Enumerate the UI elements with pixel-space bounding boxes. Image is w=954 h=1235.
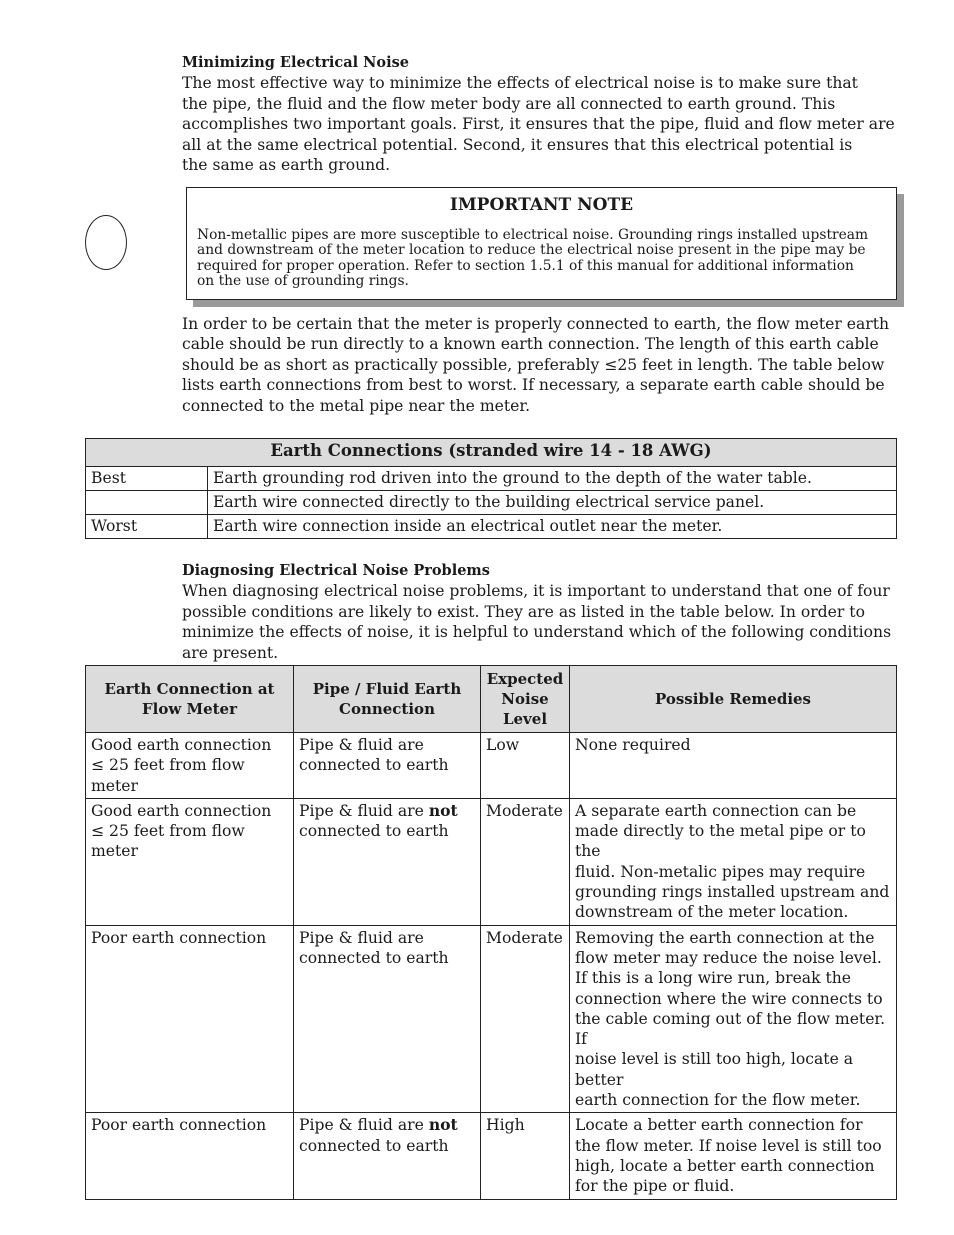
cell-line: fluid. Non-metalic pipes may require xyxy=(575,862,866,881)
table-header-row xyxy=(86,666,897,733)
cell-line: Poor earth connection xyxy=(91,928,267,947)
section-diagnosing-noise xyxy=(182,561,902,663)
noise-cell: High xyxy=(481,1113,570,1199)
cell-line: Removing the earth connection at the xyxy=(575,928,875,947)
table-row xyxy=(86,1113,897,1199)
table-row xyxy=(86,733,897,799)
paragraph-line: the same as earth ground. xyxy=(182,156,391,175)
cell-line: connected to earth xyxy=(299,822,449,841)
cell-line: If this is a long wire run, break the xyxy=(575,969,852,988)
pipe-cell xyxy=(294,1113,481,1199)
cell-line: connected to earth xyxy=(299,1136,449,1155)
cell-line: A separate earth connection can be xyxy=(575,801,857,820)
header-line: Expected xyxy=(486,670,564,688)
table-header: Earth Connections (stranded wire 14 - 18 AWG) xyxy=(86,439,897,467)
header-earth-connection xyxy=(86,666,294,733)
section-heading: Diagnosing Electrical Noise Problems xyxy=(182,562,490,579)
pipe-emphasis: not xyxy=(428,800,458,820)
section-minimizing-noise xyxy=(182,53,902,175)
noise-diagnosis-table xyxy=(85,665,897,1200)
table-row xyxy=(86,491,897,515)
cell-line xyxy=(299,801,475,821)
remedy-cell xyxy=(570,925,897,1113)
paragraph-line: In order to be certain that the meter is properly connected to earth, the flow meter earth xyxy=(182,315,890,333)
cell-line: the flow meter. If noise level is still too xyxy=(575,1136,882,1155)
cell-line: Good earth connection xyxy=(91,801,272,820)
header-line: Pipe / Fluid Earth xyxy=(312,680,462,698)
cell-line: the cable coming out of the flow meter. If xyxy=(575,1009,886,1049)
cell-line: made directly to the metal pipe or to the xyxy=(575,822,866,861)
cell-line: high, locate a better earth connection xyxy=(575,1156,875,1175)
table-row xyxy=(86,925,897,1113)
cell-line: connected to earth xyxy=(299,756,449,775)
cell-line: flow meter may reduce the noise level. xyxy=(575,948,882,967)
earth-cell xyxy=(86,798,294,925)
paragraph-line: are present. xyxy=(182,643,279,662)
header-noise-level xyxy=(481,666,570,733)
paragraph-line: When diagnosing electrical noise problems, it is important to understand that one of four xyxy=(182,582,890,601)
header-pipe-fluid xyxy=(294,666,481,733)
cell-line: Pipe & fluid are xyxy=(299,928,424,947)
section-paragraph xyxy=(182,73,902,175)
earth-cell xyxy=(86,1113,294,1199)
header-remedies: Possible Remedies xyxy=(570,666,897,733)
cell-line: connected to earth xyxy=(299,948,449,967)
note-line: required for proper operation. Refer to section 1.5.1 of this manual for additional information xyxy=(197,257,854,274)
pipe-cell xyxy=(294,733,481,799)
header-line: Level xyxy=(502,710,548,728)
connection-cell: Earth wire connected directly to the building electrical service panel. xyxy=(208,491,897,515)
paragraph-line: possible conditions are likely to exist. They are as listed in the table below. In order to xyxy=(182,602,865,621)
note-line: on the use of grounding rings. xyxy=(197,273,409,290)
paragraph-line: accomplishes two important goals. First, it ensures that the pipe, fluid and flow meter are xyxy=(182,115,895,134)
earth-cell xyxy=(86,733,294,799)
cell-line: Pipe & fluid are xyxy=(299,736,424,754)
pipe-text: Pipe & fluid are xyxy=(299,801,424,820)
table-header-row xyxy=(86,439,897,467)
cell-line: Good earth connection xyxy=(91,736,272,754)
important-note-box xyxy=(186,187,897,300)
earth-connections-table xyxy=(85,438,897,539)
noise-cell: Moderate xyxy=(481,925,570,1113)
paragraph-line: all at the same electrical potential. Second, it ensures that this electrical potential is xyxy=(182,135,853,154)
pipe-cell xyxy=(294,925,481,1113)
section-earth-connection-intro xyxy=(182,314,902,416)
cell-line: earth connection for the flow meter. xyxy=(575,1091,861,1110)
header-line: Noise xyxy=(501,690,549,708)
header-line: Connection xyxy=(339,700,435,718)
table-row xyxy=(86,798,897,925)
pipe-emphasis: not xyxy=(428,1115,458,1135)
pipe-cell xyxy=(294,798,481,925)
paragraph-line: lists earth connections from best to worst. If necessary, a separate earth cable should be xyxy=(182,376,885,395)
cell-line: None required xyxy=(575,736,691,754)
paragraph-line: minimize the effects of noise, it is helpful to understand which of the following conditions xyxy=(182,623,892,642)
paragraph-line: connected to the metal pipe near the meter. xyxy=(182,396,531,415)
paragraph-line: should be as short as practically possible, preferably ≤25 feet in length. The table below xyxy=(182,355,885,374)
rank-cell: Worst xyxy=(86,515,208,539)
section-heading: Minimizing Electrical Noise xyxy=(182,54,409,71)
remedy-cell xyxy=(570,1113,897,1199)
cell-line: downstream of the meter location. xyxy=(575,903,849,922)
cell-line: for the pipe or fluid. xyxy=(575,1177,735,1196)
pipe-text: Pipe & fluid are xyxy=(299,1116,424,1135)
cell-line: Locate a better earth connection for xyxy=(575,1116,863,1135)
paragraph-line: The most effective way to minimize the effects of electrical noise is to make sure that xyxy=(182,74,858,93)
header-line: Earth Connection at xyxy=(104,680,275,698)
note-line: and downstream of the meter location to reduce the electrical noise present in the pipe may be xyxy=(197,242,866,259)
noise-cell: Moderate xyxy=(481,798,570,925)
cell-line: grounding rings installed upstream and xyxy=(575,883,890,902)
header-line: Flow Meter xyxy=(141,700,237,718)
connection-cell: Earth wire connection inside an electrical outlet near the meter. xyxy=(208,515,897,539)
cell-line xyxy=(299,1115,475,1135)
cell-line: ≤ 25 feet from flow meter xyxy=(91,756,245,795)
cell-line: ≤ 25 feet from flow xyxy=(91,822,245,841)
note-line: Non-metallic pipes are more susceptible to electrical noise. Grounding rings installed upstream xyxy=(197,227,869,243)
cell-line: meter xyxy=(91,842,138,861)
earth-cell xyxy=(86,925,294,1113)
remedy-cell xyxy=(570,733,897,799)
noise-cell: Low xyxy=(481,733,570,799)
note-title: IMPORTANT NOTE xyxy=(449,195,634,215)
cell-line: Poor earth connection xyxy=(91,1116,267,1135)
rank-cell xyxy=(86,491,208,515)
cell-line: connection where the wire connects to xyxy=(575,989,883,1008)
rank-cell: Best xyxy=(86,467,208,491)
table-row xyxy=(86,515,897,539)
table-row xyxy=(86,467,897,491)
cell-line: noise level is still too high, locate a better xyxy=(575,1050,854,1089)
connection-cell: Earth grounding rod driven into the ground to the depth of the water table. xyxy=(208,467,897,491)
remedy-cell xyxy=(570,798,897,925)
note-marker-icon xyxy=(85,215,127,270)
paragraph-line: the pipe, the fluid and the flow meter body are all connected to earth ground. This xyxy=(182,94,836,113)
paragraph-line: cable should be run directly to a known earth connection. The length of this earth cable xyxy=(182,335,879,354)
note-text xyxy=(197,228,886,290)
